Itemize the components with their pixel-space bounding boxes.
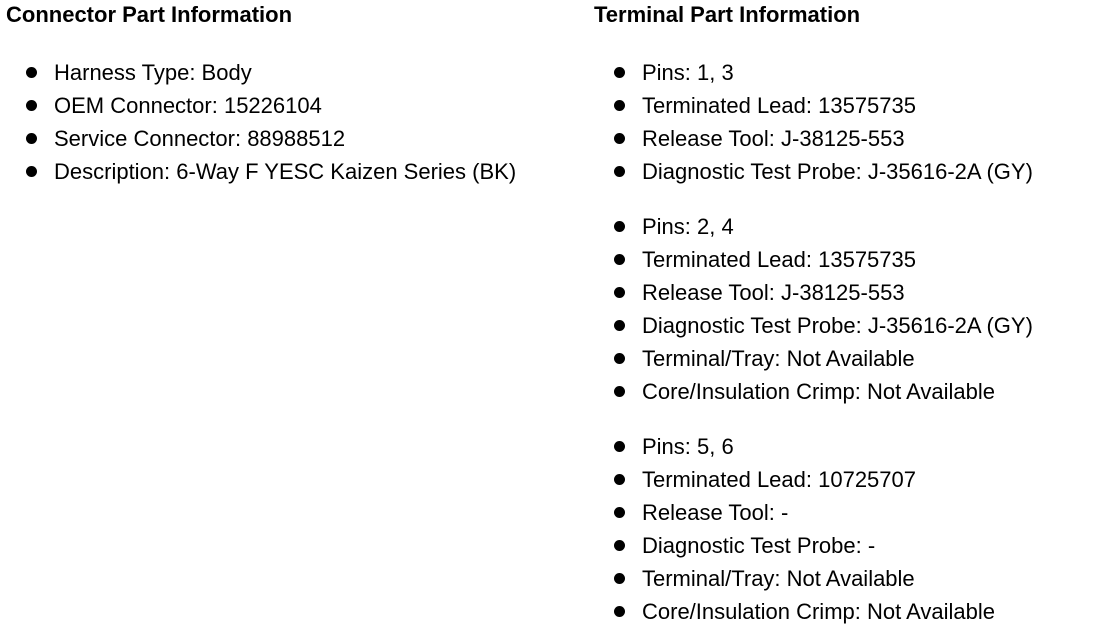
bullet-icon (26, 133, 37, 144)
list-item-text: Diagnostic Test Probe: J-35616-2A (GY) (642, 159, 1033, 184)
list-item (6, 155, 576, 188)
bullet-icon (614, 100, 625, 111)
bullet-icon (614, 606, 625, 617)
list-item-text: Release Tool: J-38125-553 (642, 126, 905, 151)
connector-info-list (6, 56, 576, 188)
list-item (594, 562, 1114, 595)
bullet-icon (614, 441, 625, 452)
list-item-text: Pins: 2, 4 (642, 214, 734, 239)
bullet-icon (26, 67, 37, 78)
list-item (594, 309, 1114, 342)
bullet-icon (614, 507, 625, 518)
list-item-text: Terminated Lead: 10725707 (642, 467, 916, 492)
list-item (594, 375, 1114, 408)
list-item (594, 89, 1114, 122)
list-item (6, 122, 576, 155)
bullet-icon (614, 386, 625, 397)
connector-part-information-section (6, 0, 576, 188)
list-item-text: Description: 6-Way F YESC Kaizen Series (BK) (54, 159, 517, 184)
list-item (594, 463, 1114, 496)
list-item (594, 496, 1114, 529)
bullet-icon (614, 67, 625, 78)
terminal-part-information-title: Terminal Part Information (594, 2, 861, 27)
terminal-group-pins-2-4 (594, 210, 1114, 408)
list-item (594, 342, 1114, 375)
list-item (594, 276, 1114, 309)
list-item (594, 56, 1114, 89)
list-item (6, 89, 576, 122)
list-item-text: Core/Insulation Crimp: Not Available (642, 599, 995, 624)
list-item (594, 595, 1114, 628)
bullet-icon (614, 287, 625, 298)
list-item (594, 430, 1114, 463)
list-item (594, 122, 1114, 155)
list-item-text: Terminal/Tray: Not Available (642, 346, 915, 371)
bullet-icon (614, 540, 625, 551)
terminal-group-pins-1-3 (594, 56, 1114, 188)
bullet-icon (614, 353, 625, 364)
list-item-text: Release Tool: J-38125-553 (642, 280, 905, 305)
bullet-icon (26, 166, 37, 177)
list-item-text: Pins: 5, 6 (642, 434, 734, 459)
bullet-icon (614, 254, 625, 265)
bullet-icon (614, 133, 625, 144)
bullet-icon (614, 166, 625, 177)
list-item (594, 210, 1114, 243)
list-item (594, 243, 1114, 276)
list-item-text: Service Connector: 88988512 (54, 126, 346, 151)
list-item-text: Terminal/Tray: Not Available (642, 566, 915, 591)
bullet-icon (614, 221, 625, 232)
list-item-text: Diagnostic Test Probe: J-35616-2A (GY) (642, 313, 1033, 338)
list-item (594, 155, 1114, 188)
list-item-text: Release Tool: - (642, 500, 789, 525)
bullet-icon (614, 474, 625, 485)
list-item-text: Terminated Lead: 13575735 (642, 93, 916, 118)
list-item-text: OEM Connector: 15226104 (54, 93, 322, 118)
list-item-text: Diagnostic Test Probe: - (642, 533, 876, 558)
list-item-text: Harness Type: Body (54, 60, 252, 85)
terminal-group-pins-5-6 (594, 430, 1114, 628)
list-item-text: Core/Insulation Crimp: Not Available (642, 379, 995, 404)
bullet-icon (614, 320, 625, 331)
bullet-icon (26, 100, 37, 111)
list-item (6, 56, 576, 89)
bullet-icon (614, 573, 625, 584)
terminal-part-information-section (594, 0, 1114, 628)
list-item (594, 529, 1114, 562)
list-item-text: Terminated Lead: 13575735 (642, 247, 916, 272)
connector-part-information-title: Connector Part Information (6, 2, 293, 27)
list-item-text: Pins: 1, 3 (642, 60, 734, 85)
